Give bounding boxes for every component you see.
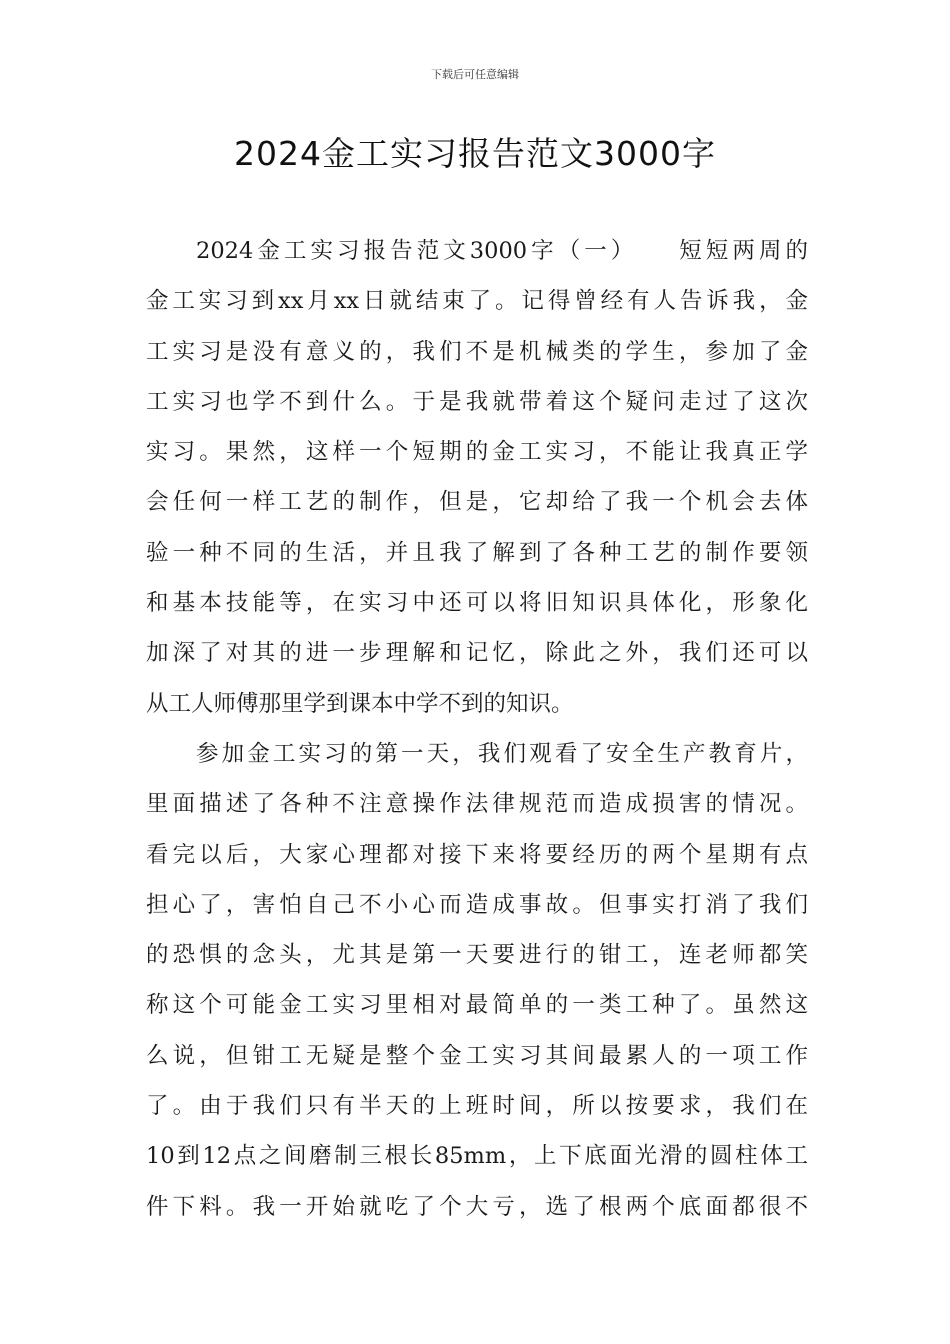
- paragraph-line: 加深了对其的进一步理解和记忆，除此之外，我们还可以: [146, 640, 808, 667]
- paragraph-line: 从工人师傅那里学到课本中学不到的知识。: [146, 690, 574, 717]
- paragraph-line: 2024金工实习报告范文3000字（一） 短短两周的: [196, 238, 808, 264]
- paragraph-line: 会任何一样工艺的制作，但是，它却给了我一个机会去体: [146, 489, 808, 516]
- paragraph-line: 实习。果然，这样一个短期的金工实习，不能让我真正学: [146, 439, 808, 466]
- paragraph-line: 看完以后，大家心理都对接下来将要经历的两个星期有点: [146, 841, 808, 868]
- paragraph-line: 工实习是没有意义的，我们不是机械类的学生，参加了金: [146, 338, 808, 365]
- document-title: 2024金工实习报告范文3000字: [234, 134, 716, 173]
- paragraph-line: 和基本技能等，在实习中还可以将旧知识具体化，形象化: [146, 590, 808, 617]
- paragraph-line: 了。由于我们只有半天的上班时间，所以按要求，我们在: [146, 1093, 808, 1120]
- paragraph-line: 工实习也学不到什么。于是我就带着这个疑问走过了这次: [146, 388, 808, 415]
- paragraph-line: 参加金工实习的第一天，我们观看了安全生产教育片，: [196, 740, 808, 767]
- paragraph-line: 称这个可能金工实习里相对最简单的一类工种了。虽然这: [146, 992, 808, 1019]
- paragraph-line: 么说，但钳工无疑是整个金工实习其间最累人的一项工作: [146, 1042, 808, 1069]
- paragraph-line: 里面描述了各种不注意操作法律规范而造成损害的情况。: [146, 791, 808, 818]
- paragraph-line: 件下料。我一开始就吃了个大亏，选了根两个底面都很不: [146, 1193, 808, 1220]
- paragraph-line: 10到12点之间磨制三根长85mm，上下底面光滑的圆柱体工: [146, 1143, 808, 1170]
- paragraph-line: 金工实习到xx月xx日就结束了。记得曾经有人告诉我，金: [146, 288, 808, 315]
- paragraph-line: 验一种不同的生活，并且我了解到了各种工艺的制作要领: [146, 539, 808, 566]
- paragraph-line: 担心了，害怕自己不小心而造成事故。但事实打消了我们: [146, 891, 808, 918]
- download-note: 下载后可任意编辑: [431, 68, 519, 81]
- document-body: [146, 226, 808, 1232]
- paragraph-line: 的恐惧的念头，尤其是第一天要进行的钳工，连老师都笑: [146, 942, 808, 969]
